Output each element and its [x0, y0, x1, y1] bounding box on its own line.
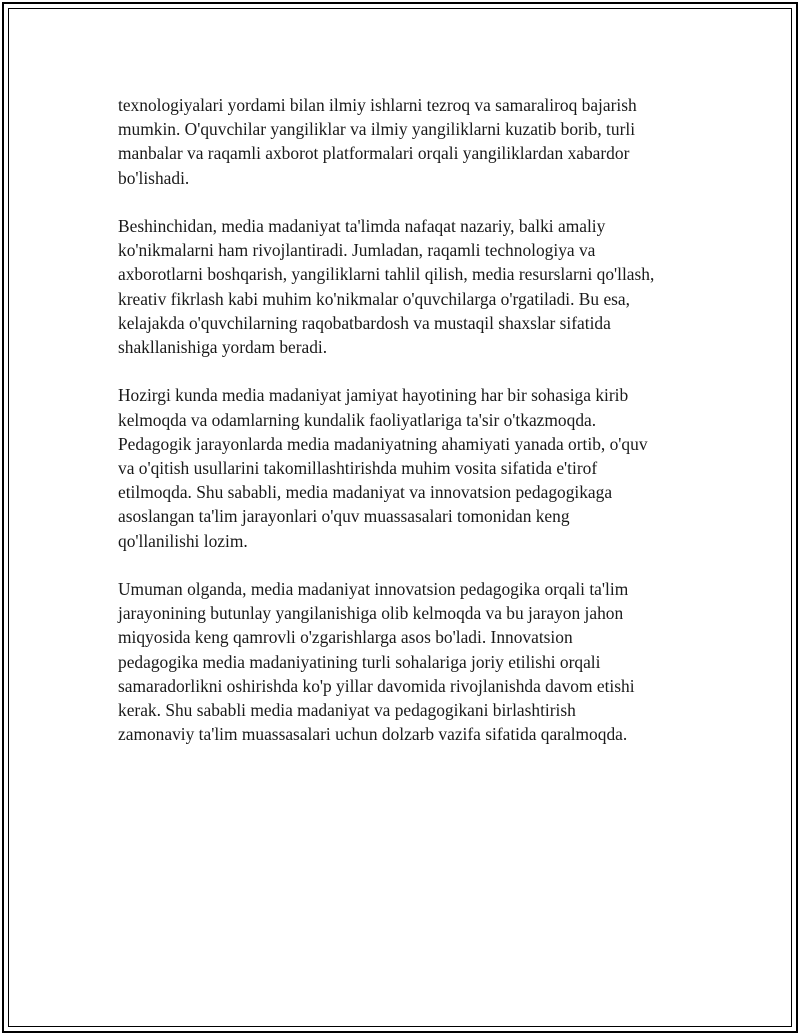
paragraph: [118, 214, 700, 359]
text-line: samaradorlikni oshirishda ko'p yillar davomida rivojlanishda davom etishi: [118, 675, 635, 696]
paragraph: [118, 577, 700, 746]
text-line: kelajakda o'quvchilarning raqobatbardosh va mustaqil shaxslar sifatida: [118, 312, 611, 333]
text-line: jarayonining butunlay yangilanishiga olib kelmoqda va bu jarayon jahon: [118, 603, 624, 624]
text-line: mumkin. O'quvchilar yangiliklar va ilmiy yangiliklarni kuzatib borib, turli: [118, 119, 636, 140]
text-line: etilmoqda. Shu sababli, media madaniyat va innovatsion pedagogikaga: [118, 482, 613, 503]
text-line: Pedagogik jarayonlarda media madaniyatning ahamiyati yanada ortib, o'quv: [118, 433, 648, 454]
paragraph: [118, 383, 700, 552]
document-body: [118, 93, 700, 771]
paragraph: [118, 93, 700, 190]
text-line: manbalar va raqamli axborot platformalari orqali yangiliklardan xabardor: [118, 143, 630, 164]
text-line: axborotlarni boshqarish, yangiliklarni tahlil qilish, media resurslarni qo'llash,: [118, 264, 655, 285]
text-line: asoslangan ta'lim jarayonlari o'quv muassasalari tomonidan keng: [118, 506, 570, 527]
text-line: miqyosida keng qamrovli o'zgarishlarga asos bo'ladi. Innovatsion: [118, 627, 573, 648]
text-line: bo'lishadi.: [118, 167, 190, 188]
text-line: shakllanishiga yordam beradi.: [118, 337, 328, 358]
text-line: texnologiyalari yordami bilan ilmiy ishlarni tezroq va samaraliroq bajarish: [118, 95, 637, 115]
text-line: Umuman olganda, media madaniyat innovatsion pedagogika orqali ta'lim: [118, 579, 629, 600]
text-line: ko'nikmalarni ham rivojlantiradi. Jumladan, raqamli technologiya va: [118, 240, 596, 261]
text-line: Hozirgi kunda media madaniyat jamiyat hayotining har bir sohasiga kirib: [118, 385, 629, 406]
text-line: kerak. Shu sababli media madaniyat va pedagogikani birlashtirish: [118, 700, 576, 721]
text-line: kelmoqda va odamlarning kundalik faoliyatlariga ta'sir o'tkazmoqda.: [118, 409, 597, 430]
text-line: va o'qitish usullarini takomillashtirishda muhim vosita sifatida e'tirof: [118, 458, 598, 479]
text-line: zamonaviy ta'lim muassasalari uchun dolzarb vazifa sifatida qaralmoqda.: [118, 724, 628, 745]
text-line: qo'llanilishi lozim.: [118, 530, 248, 551]
text-line: pedagogika media madaniyatining turli sohalariga joriy etilishi orqali: [118, 651, 601, 672]
text-line: kreativ fikrlash kabi muhim ko'nikmalar o'quvchilarga o'rgatiladi. Bu esa,: [118, 288, 630, 309]
text-line: Beshinchidan, media madaniyat ta'limda nafaqat nazariy, balki amaliy: [118, 216, 606, 236]
